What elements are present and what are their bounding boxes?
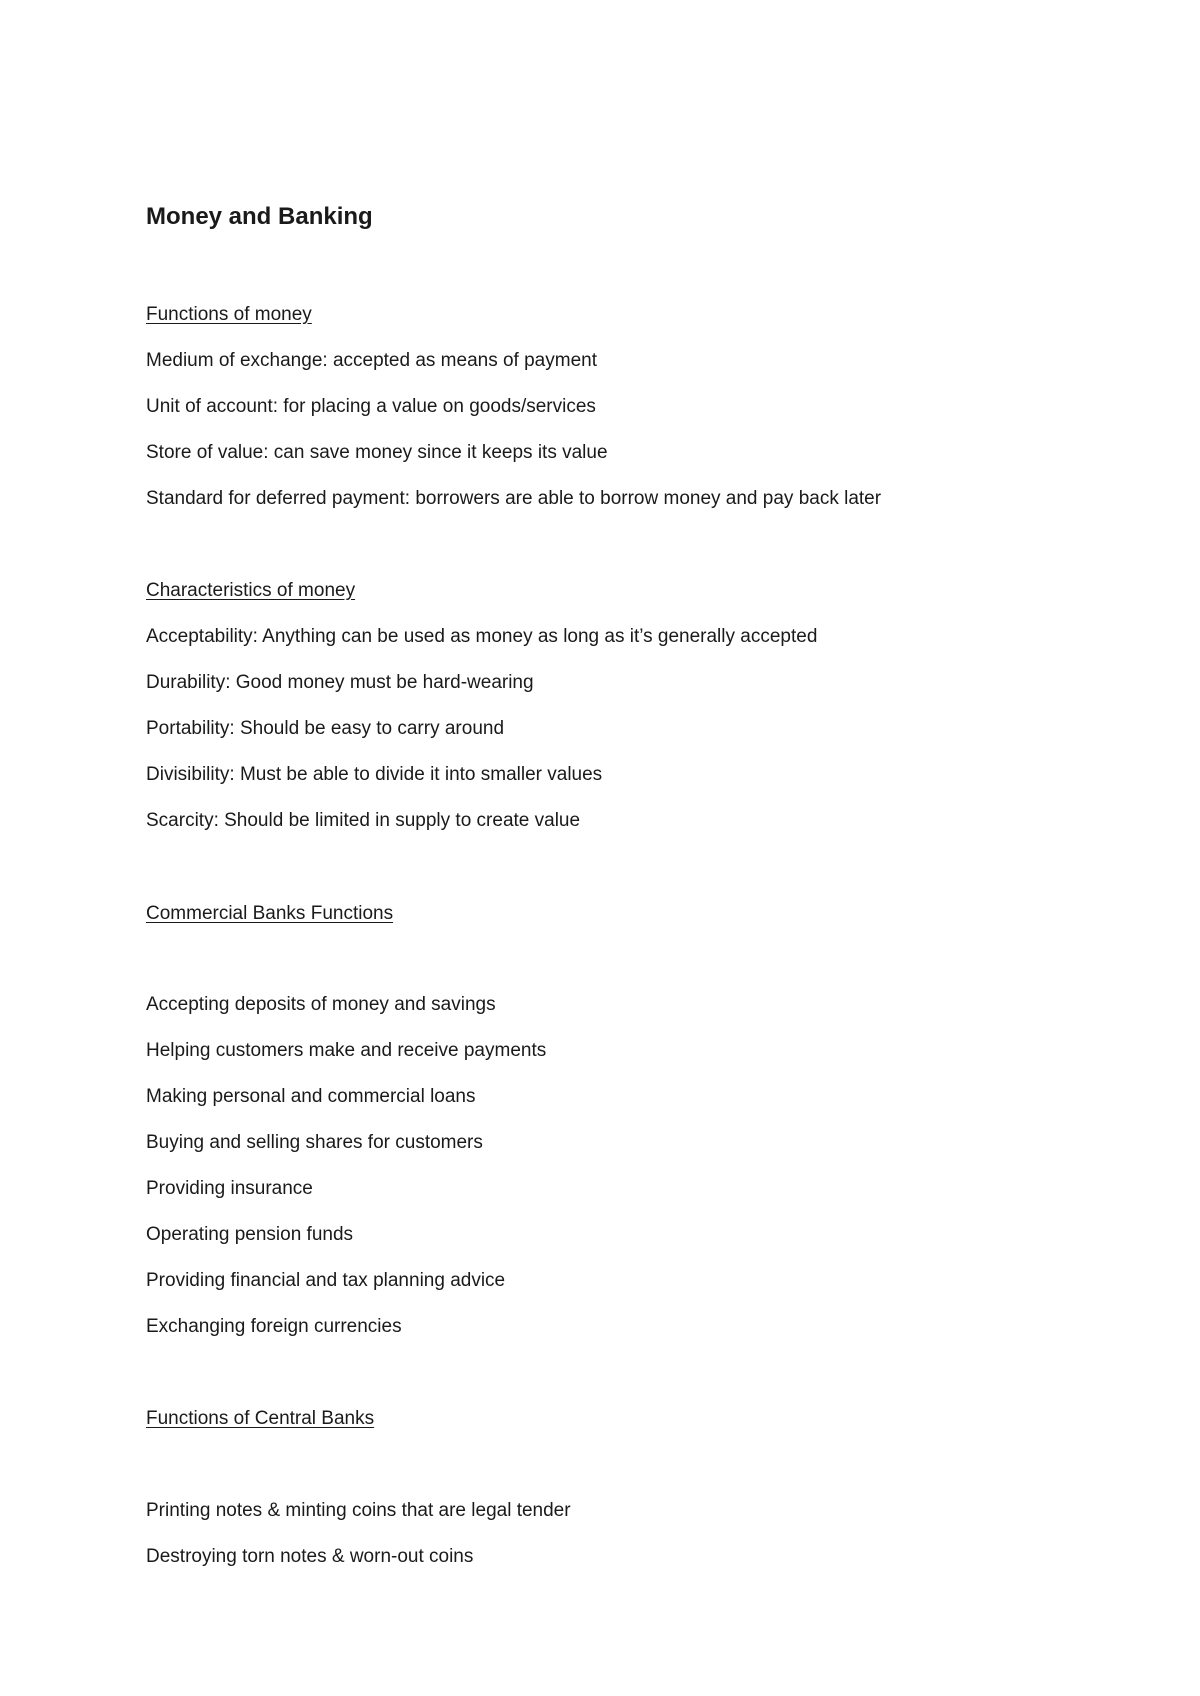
list-item: Exchanging foreign currencies: [146, 1316, 402, 1337]
list-item: Divisibility: Must be able to divide it into smaller values: [146, 764, 603, 785]
section-heading-characteristics-of-money: Characteristics of money: [146, 580, 356, 601]
document-title: Money and Banking: [146, 203, 373, 230]
list-item: Making personal and commercial loans: [146, 1086, 476, 1107]
list-item: Accepting deposits of money and savings: [146, 994, 496, 1015]
list-item: Store of value: can save money since it keeps its value: [146, 442, 608, 463]
list-item: Operating pension funds: [146, 1224, 354, 1245]
list-item: Unit of account: for placing a value on goods/services: [146, 396, 596, 417]
list-item: Acceptability: Anything can be used as money as long as it’s generally accepted: [146, 626, 818, 647]
section-heading-functions-of-money: Functions of money: [146, 304, 312, 325]
list-item: Helping customers make and receive payments: [146, 1040, 547, 1061]
list-item: Scarcity: Should be limited in supply to create value: [146, 810, 581, 831]
section-heading-commercial-banks-functions: Commercial Banks Functions: [146, 903, 394, 924]
list-item: Destroying torn notes & worn-out coins: [146, 1546, 474, 1567]
list-item: Medium of exchange: accepted as means of payment: [146, 350, 597, 371]
list-item: Printing notes & minting coins that are legal tender: [146, 1500, 571, 1521]
list-item: Providing insurance: [146, 1178, 313, 1199]
list-item: Providing financial and tax planning advice: [146, 1270, 506, 1291]
list-item: Standard for deferred payment: borrowers are able to borrow money and pay back later: [146, 488, 882, 509]
list-item: Portability: Should be easy to carry around: [146, 718, 505, 739]
section-heading-functions-of-central-banks: Functions of Central Banks: [146, 1408, 375, 1429]
list-item: Durability: Good money must be hard-wearing: [146, 672, 534, 693]
list-item: Buying and selling shares for customers: [146, 1132, 483, 1153]
